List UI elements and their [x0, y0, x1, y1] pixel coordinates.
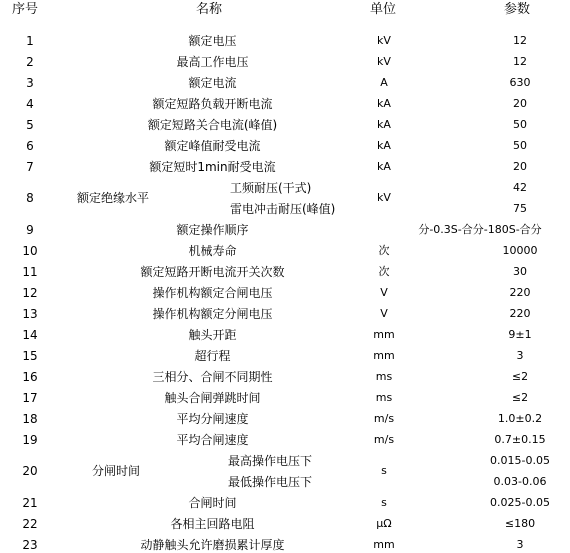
- unit-cell: mm: [373, 327, 395, 341]
- value-cell: 0.015-0.05: [490, 453, 550, 467]
- header-name: 名称: [196, 2, 223, 17]
- parameter-name: 操作机构额定分闸电压: [152, 306, 273, 321]
- row-number: 9: [26, 222, 34, 237]
- unit-cell: mm: [373, 348, 395, 362]
- row-number: 12: [22, 285, 38, 300]
- unit-cell: kA: [377, 159, 391, 173]
- unit-cell: kV: [377, 191, 391, 204]
- unit-cell: V: [380, 285, 388, 299]
- row-number: 8: [26, 191, 34, 205]
- value-cell: 220: [509, 285, 531, 299]
- row-number: 19: [22, 432, 38, 447]
- unit-cell: ms: [375, 369, 393, 383]
- parameter-name: 合闸时间: [188, 495, 237, 510]
- unit-cell: kV: [377, 33, 391, 47]
- row-number: 3: [26, 75, 34, 90]
- value-cell: ≤2: [511, 369, 529, 383]
- sub-parameter-name: 工频耐压(干式): [230, 180, 312, 195]
- value-cell: 75: [513, 201, 527, 215]
- row-number: 5: [26, 117, 34, 132]
- value-cell: 0.7±0.15: [494, 432, 546, 446]
- parameter-name: 额定短路关合电流(峰值): [147, 117, 278, 132]
- value-cell: 42: [513, 180, 527, 194]
- parameter-name: 额定电流: [188, 75, 237, 90]
- unit-cell: kA: [377, 96, 391, 110]
- parameter-name: 动静触头允许磨损累计厚度: [140, 537, 285, 552]
- value-cell: 50: [513, 138, 527, 152]
- parameter-name: 额定电压: [188, 33, 237, 48]
- sub-parameter-name: 最高操作电压下: [228, 453, 313, 468]
- unit-cell: kV: [377, 54, 391, 68]
- value-cell: 10000: [502, 243, 538, 257]
- parameter-name: 额定短路开断电流开关次数: [140, 264, 285, 279]
- unit-cell: m/s: [373, 432, 395, 446]
- parameter-name: 额定峰值耐受电流: [164, 138, 261, 153]
- unit-cell: V: [380, 306, 388, 320]
- row-number: 13: [22, 306, 38, 321]
- row-number: 6: [26, 138, 34, 153]
- unit-cell: 次: [378, 243, 390, 257]
- parameter-name: 平均合闸速度: [176, 432, 249, 447]
- header-value: 参数: [504, 2, 531, 17]
- row-number: 21: [22, 495, 38, 510]
- parameter-name: 各相主回路电阻: [170, 516, 255, 531]
- sub-parameter-name: 最低操作电压下: [228, 474, 313, 489]
- header-unit: 单位: [370, 2, 397, 17]
- value-cell: 1.0±0.2: [497, 411, 543, 425]
- value-cell: 9±1: [508, 327, 532, 341]
- row-number: 7: [26, 159, 34, 174]
- value-cell: 12: [513, 33, 527, 47]
- unit-cell: A: [380, 75, 388, 89]
- row-number: 17: [22, 390, 38, 405]
- value-cell: 0.025-0.05: [490, 495, 550, 509]
- unit-cell: s: [381, 495, 387, 509]
- value-cell: 分-0.3S-合分-180S-合分: [418, 222, 542, 236]
- parameter-name: 额定短路负载开断电流: [152, 96, 273, 111]
- group-label: 额定绝缘水平: [77, 191, 150, 205]
- header-no: 序号: [12, 2, 39, 17]
- row-number: 10: [22, 243, 38, 258]
- row-number: 18: [22, 411, 38, 426]
- value-cell: 30: [513, 264, 527, 278]
- parameter-name: 平均分闸速度: [176, 411, 249, 426]
- value-cell: 3: [516, 348, 524, 362]
- parameter-name: 触头合闸弹跳时间: [164, 390, 261, 405]
- row-number: 20: [22, 464, 38, 478]
- value-cell: 12: [513, 54, 527, 68]
- unit-cell: 次: [378, 264, 390, 278]
- parameter-name: 触头开距: [188, 327, 237, 342]
- row-number: 15: [22, 348, 38, 363]
- group-label: 分闸时间: [92, 464, 141, 478]
- value-cell: 220: [509, 306, 531, 320]
- unit-cell: kA: [377, 138, 391, 152]
- row-number: 1: [26, 33, 34, 48]
- parameter-name: 操作机构额定合闸电压: [152, 285, 273, 300]
- unit-cell: m/s: [373, 411, 395, 425]
- parameter-name: 最高工作电压: [176, 54, 249, 69]
- row-number: 11: [22, 264, 38, 279]
- value-cell: ≤2: [511, 390, 529, 404]
- value-cell: ≤180: [504, 516, 536, 530]
- value-cell: 20: [513, 96, 527, 110]
- parameter-name: 超行程: [194, 348, 231, 363]
- row-number: 14: [22, 327, 38, 342]
- parameter-name: 额定短时1min耐受电流: [149, 159, 276, 174]
- unit-cell: ms: [375, 390, 393, 404]
- parameter-name: 额定操作顺序: [176, 222, 249, 237]
- unit-cell: s: [381, 464, 387, 477]
- value-cell: 0.03-0.06: [493, 474, 547, 488]
- row-number: 22: [22, 516, 38, 531]
- unit-cell: μΩ: [376, 516, 392, 530]
- parameter-name: 三相分、合闸不同期性: [152, 369, 273, 384]
- unit-cell: mm: [373, 537, 395, 551]
- value-cell: 630: [509, 75, 531, 89]
- row-number: 4: [26, 96, 34, 111]
- row-number: 16: [22, 369, 38, 384]
- row-number: 23: [22, 537, 38, 552]
- row-number: 2: [26, 54, 34, 69]
- value-cell: 50: [513, 117, 527, 131]
- sub-parameter-name: 雷电冲击耐压(峰值): [230, 201, 336, 216]
- value-cell: 20: [513, 159, 527, 173]
- unit-cell: kA: [377, 117, 391, 131]
- value-cell: 3: [516, 537, 524, 551]
- parameter-name: 机械寿命: [188, 243, 237, 258]
